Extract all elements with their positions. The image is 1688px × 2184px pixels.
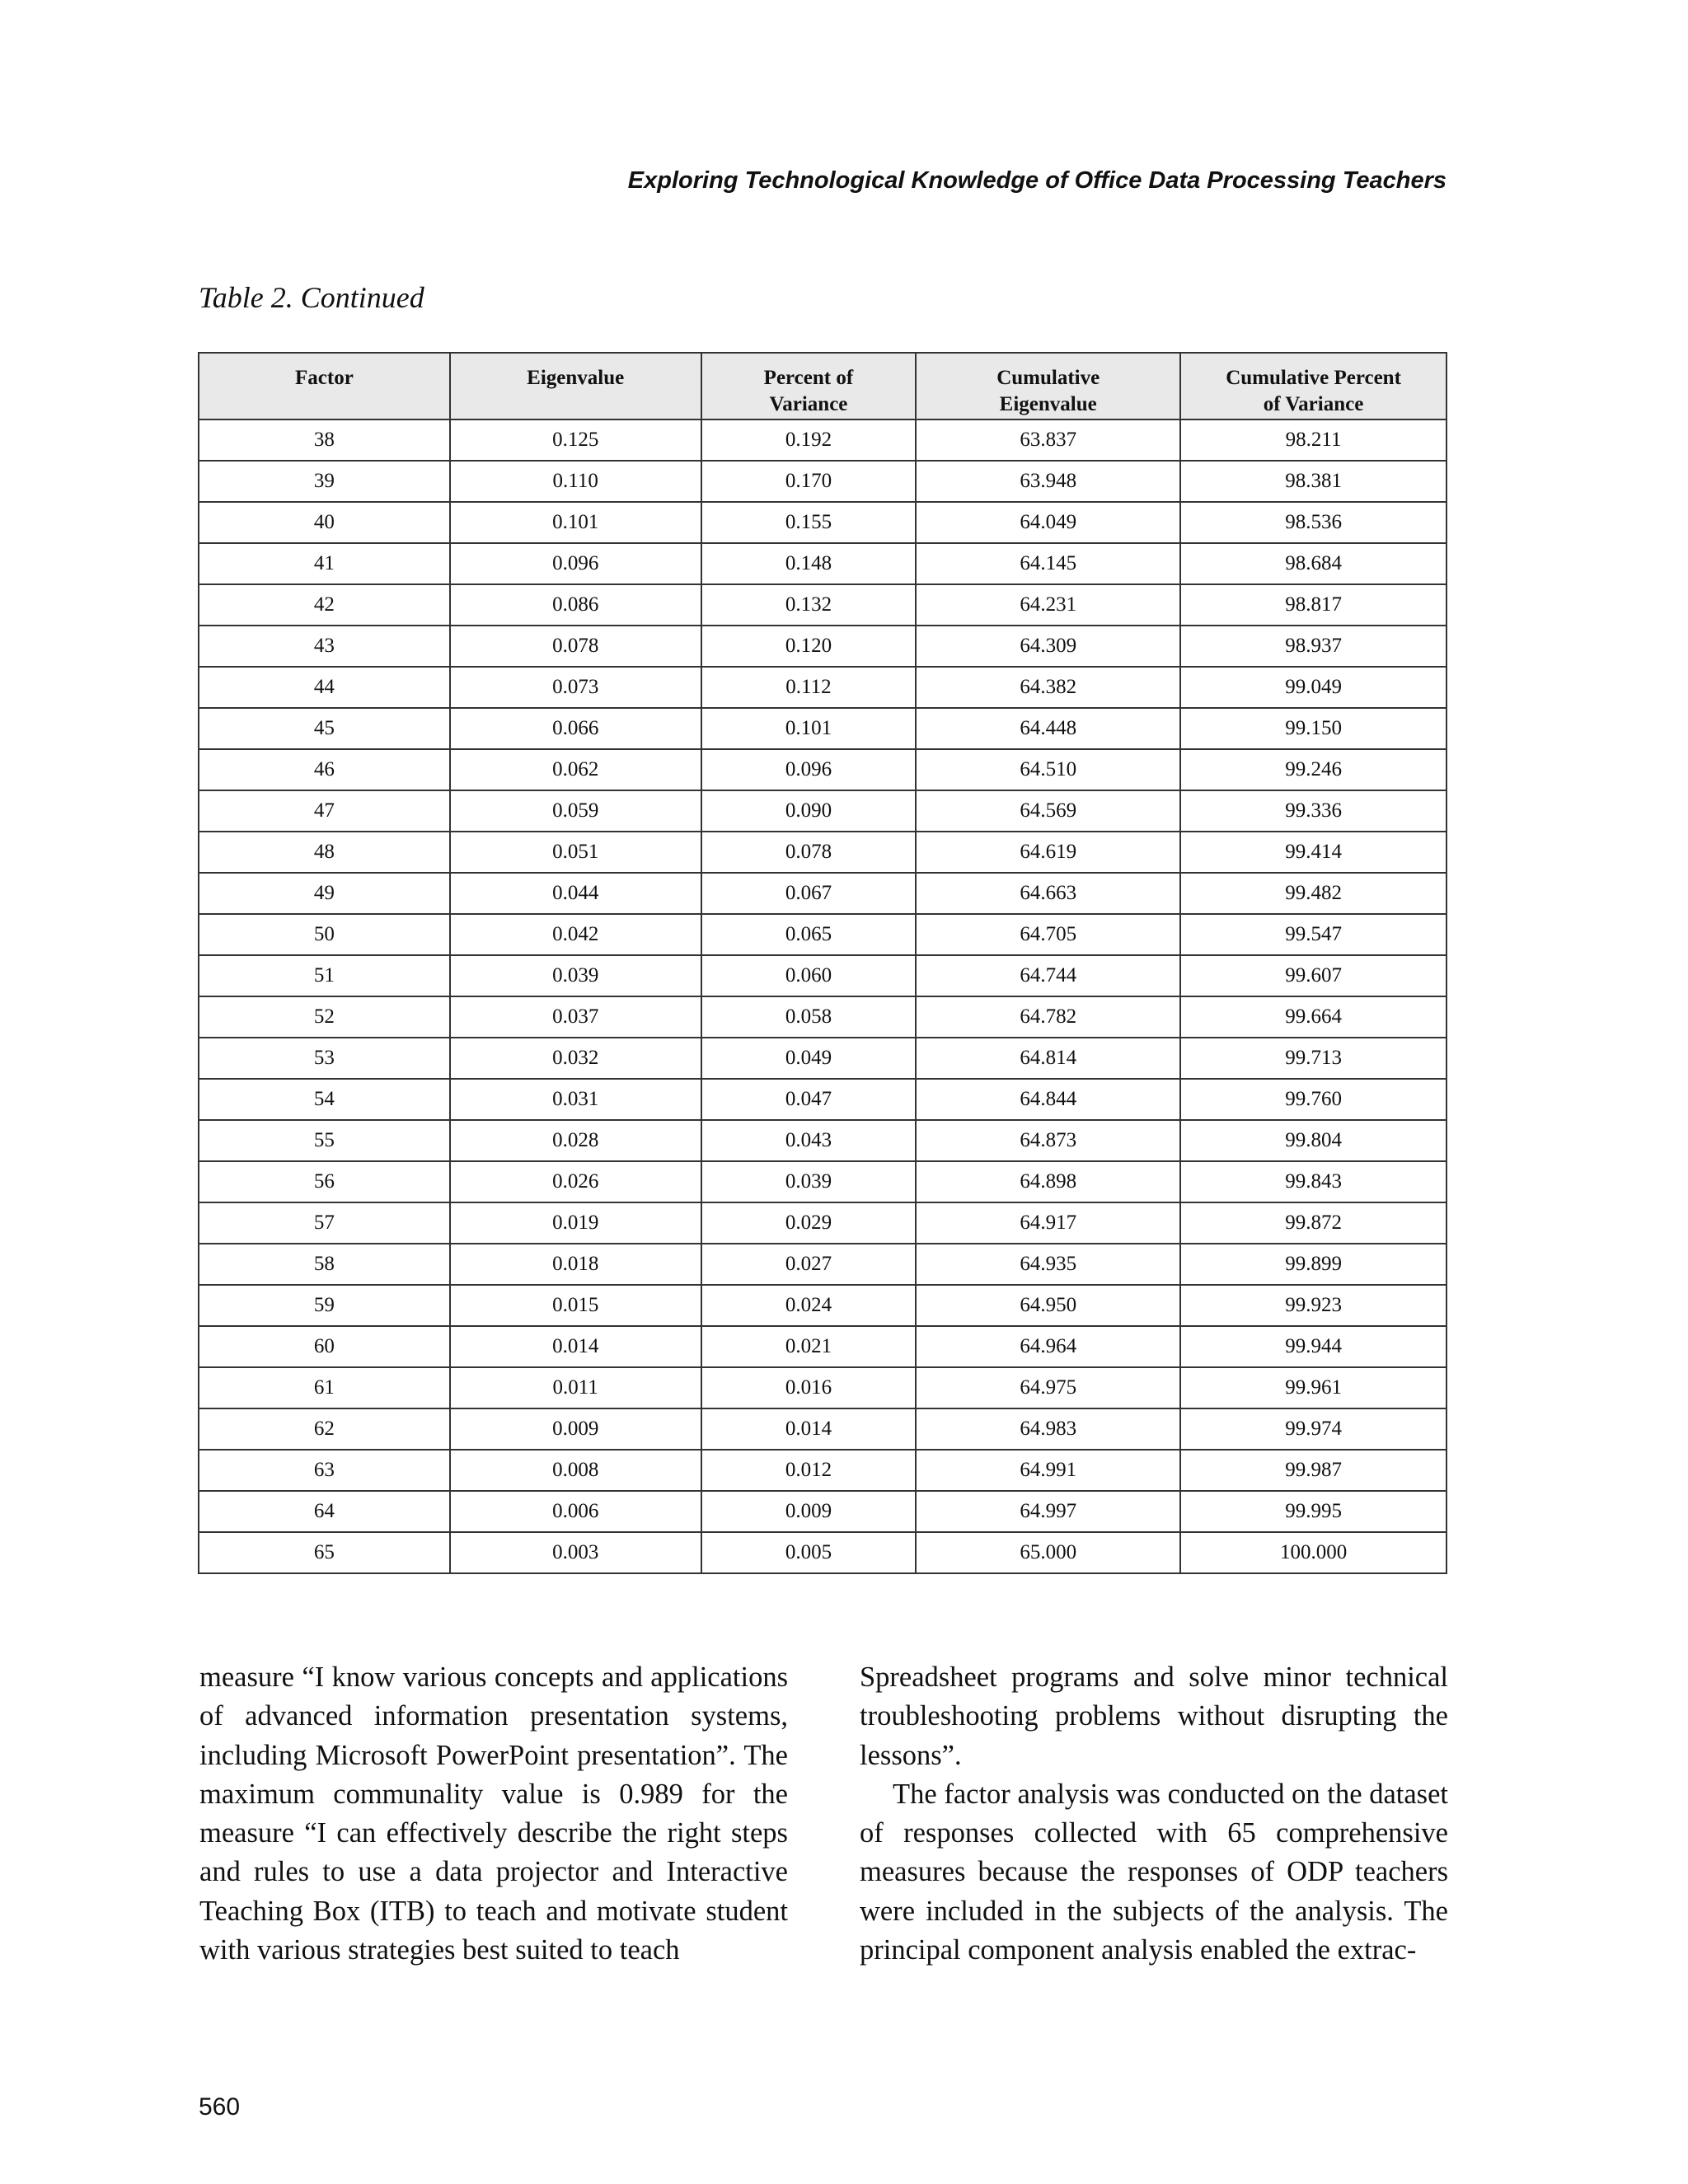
table-cell: 59 xyxy=(199,1285,450,1326)
table-cell: 0.014 xyxy=(450,1326,701,1367)
table-cell: 48 xyxy=(199,832,450,873)
table-cell: 43 xyxy=(199,626,450,667)
table-cell: 0.008 xyxy=(450,1450,701,1491)
table-cell: 64.619 xyxy=(916,832,1180,873)
column-header xyxy=(916,353,1180,419)
table-cell: 0.049 xyxy=(701,1038,917,1079)
table-row xyxy=(199,1532,1447,1573)
table-cell: 64.382 xyxy=(916,667,1180,708)
table-cell: 53 xyxy=(199,1038,450,1079)
table-row xyxy=(199,1202,1447,1244)
table-cell: 44 xyxy=(199,667,450,708)
table-cell: 99.987 xyxy=(1180,1450,1447,1491)
table-cell: 0.078 xyxy=(701,832,917,873)
table-cell: 98.937 xyxy=(1180,626,1447,667)
table-cell: 0.021 xyxy=(701,1326,917,1367)
table-row xyxy=(199,749,1447,790)
table-cell: 0.042 xyxy=(450,914,701,955)
column-header xyxy=(701,353,917,419)
table-row xyxy=(199,708,1447,749)
table-row xyxy=(199,502,1447,543)
table-cell: 40 xyxy=(199,502,450,543)
table-cell: 0.112 xyxy=(701,667,917,708)
table-row xyxy=(199,1408,1447,1450)
table-cell: 64.997 xyxy=(916,1491,1180,1532)
table-cell: 0.015 xyxy=(450,1285,701,1326)
table-cell: 52 xyxy=(199,996,450,1038)
table-cell: 0.051 xyxy=(450,832,701,873)
table-row xyxy=(199,1285,1447,1326)
table-cell: 0.047 xyxy=(701,1079,917,1120)
table-cell: 57 xyxy=(199,1202,450,1244)
table-cell: 64.510 xyxy=(916,749,1180,790)
table-cell: 64.975 xyxy=(916,1367,1180,1408)
table-cell: 64.844 xyxy=(916,1079,1180,1120)
table-cell: 99.923 xyxy=(1180,1285,1447,1326)
table-cell: 0.110 xyxy=(450,461,701,502)
table-cell: 45 xyxy=(199,708,450,749)
table-cell: 0.067 xyxy=(701,873,917,914)
table-cell: 0.027 xyxy=(701,1244,917,1285)
column-header-line: Percent of xyxy=(763,367,854,389)
column-header-line: Variance xyxy=(769,393,848,415)
table-cell: 99.049 xyxy=(1180,667,1447,708)
column-header-line: Eigenvalue xyxy=(999,393,1097,415)
table-row xyxy=(199,873,1447,914)
table-cell: 99.995 xyxy=(1180,1491,1447,1532)
table-cell: 99.899 xyxy=(1180,1244,1447,1285)
table-row xyxy=(199,996,1447,1038)
column-header-line: Cumulative xyxy=(996,367,1100,389)
table-cell: 64 xyxy=(199,1491,450,1532)
table-cell: 0.039 xyxy=(450,955,701,996)
table-cell: 63.948 xyxy=(916,461,1180,502)
table-cell: 64.935 xyxy=(916,1244,1180,1285)
table-row xyxy=(199,1244,1447,1285)
column-header-line: Cumulative Percent xyxy=(1226,367,1401,389)
table-cell: 0.043 xyxy=(701,1120,917,1161)
table-header-row xyxy=(199,353,1447,419)
table-row xyxy=(199,914,1447,955)
table-row xyxy=(199,1450,1447,1491)
table-cell: 100.000 xyxy=(1180,1532,1447,1573)
table-cell: 55 xyxy=(199,1120,450,1161)
table-cell: 54 xyxy=(199,1079,450,1120)
table-cell: 99.246 xyxy=(1180,749,1447,790)
table-row xyxy=(199,1161,1447,1202)
table-cell: 0.018 xyxy=(450,1244,701,1285)
table-cell: 64.917 xyxy=(916,1202,1180,1244)
table-row xyxy=(199,584,1447,626)
table-cell: 64.991 xyxy=(916,1450,1180,1491)
table-cell: 0.006 xyxy=(450,1491,701,1532)
column-header-line: Eigenvalue xyxy=(527,367,625,389)
table-row xyxy=(199,419,1447,461)
table-row xyxy=(199,626,1447,667)
table-row xyxy=(199,461,1447,502)
table-cell: 64.448 xyxy=(916,708,1180,749)
table-cell: 0.011 xyxy=(450,1367,701,1408)
table-cell: 41 xyxy=(199,543,450,584)
table-cell: 0.101 xyxy=(701,708,917,749)
table-body xyxy=(199,419,1447,1573)
table-cell: 0.012 xyxy=(701,1450,917,1491)
table-cell: 61 xyxy=(199,1367,450,1408)
table-cell: 0.148 xyxy=(701,543,917,584)
table-cell: 56 xyxy=(199,1161,450,1202)
body-column-left xyxy=(199,1658,788,1970)
table-cell: 64.145 xyxy=(916,543,1180,584)
table-cell: 47 xyxy=(199,790,450,832)
table-cell: 0.032 xyxy=(450,1038,701,1079)
table-cell: 0.019 xyxy=(450,1202,701,1244)
table-row xyxy=(199,1367,1447,1408)
table-cell: 65.000 xyxy=(916,1532,1180,1573)
table-cell: 99.843 xyxy=(1180,1161,1447,1202)
table-cell: 64.231 xyxy=(916,584,1180,626)
table-cell: 99.872 xyxy=(1180,1202,1447,1244)
table-row xyxy=(199,543,1447,584)
table-cell: 98.211 xyxy=(1180,419,1447,461)
table-cell: 0.003 xyxy=(450,1532,701,1573)
table-cell: 99.760 xyxy=(1180,1079,1447,1120)
table-cell: 99.150 xyxy=(1180,708,1447,749)
table-cell: 0.059 xyxy=(450,790,701,832)
table-cell: 98.817 xyxy=(1180,584,1447,626)
column-header xyxy=(199,353,450,419)
table-cell: 0.192 xyxy=(701,419,917,461)
table-cell: 0.120 xyxy=(701,626,917,667)
table-cell: 0.170 xyxy=(701,461,917,502)
table-cell: 0.024 xyxy=(701,1285,917,1326)
table-cell: 63 xyxy=(199,1450,450,1491)
table-cell: 42 xyxy=(199,584,450,626)
table-cell: 0.062 xyxy=(450,749,701,790)
table-cell: 0.058 xyxy=(701,996,917,1038)
table-cell: 98.381 xyxy=(1180,461,1447,502)
table-cell: 0.016 xyxy=(701,1367,917,1408)
table-cell: 99.804 xyxy=(1180,1120,1447,1161)
eigenvalue-table xyxy=(198,352,1447,1574)
table-cell: 64.898 xyxy=(916,1161,1180,1202)
table-cell: 99.607 xyxy=(1180,955,1447,996)
table-cell: 0.039 xyxy=(701,1161,917,1202)
body-paragraph: The factor analysis was conducted on the dataset of responses collected with 65 comprehensive measures because the responses of ODP teachers were included in the subjects of the analysis. The principal component analysis enabled the extrac- xyxy=(860,1778,1448,1966)
table-cell: 64.964 xyxy=(916,1326,1180,1367)
table-cell: 64.705 xyxy=(916,914,1180,955)
body-paragraph: measure “I know various concepts and applications of advanced information presentation systems, including Microsoft PowerPoint presentation”. The maximum communality value is 0.989 for the measure “I can effectively describe the right steps and rules to use a data projector and Interactive Teaching Box (ITB) to teach and motivate student with various strategies best suited to teach xyxy=(199,1661,788,1966)
table-cell: 0.029 xyxy=(701,1202,917,1244)
table-cell: 58 xyxy=(199,1244,450,1285)
table-row xyxy=(199,955,1447,996)
table-cell: 65 xyxy=(199,1532,450,1573)
table-caption: Table 2. Continued xyxy=(199,281,424,314)
table-cell: 0.066 xyxy=(450,708,701,749)
table-cell: 0.078 xyxy=(450,626,701,667)
table-cell: 0.009 xyxy=(450,1408,701,1450)
table-cell: 0.073 xyxy=(450,667,701,708)
table-cell: 64.782 xyxy=(916,996,1180,1038)
table-cell: 62 xyxy=(199,1408,450,1450)
table-cell: 64.983 xyxy=(916,1408,1180,1450)
table-cell: 0.101 xyxy=(450,502,701,543)
column-header-line: Factor xyxy=(295,367,354,389)
table-cell: 99.547 xyxy=(1180,914,1447,955)
table-cell: 0.005 xyxy=(701,1532,917,1573)
table-row xyxy=(199,832,1447,873)
table-cell: 64.309 xyxy=(916,626,1180,667)
table-cell: 0.031 xyxy=(450,1079,701,1120)
column-header xyxy=(1180,353,1447,419)
table-cell: 0.014 xyxy=(701,1408,917,1450)
table-cell: 0.037 xyxy=(450,996,701,1038)
table-cell: 64.049 xyxy=(916,502,1180,543)
table-row xyxy=(199,1079,1447,1120)
table-row xyxy=(199,1491,1447,1532)
table-cell: 0.026 xyxy=(450,1161,701,1202)
table-cell: 99.482 xyxy=(1180,873,1447,914)
table-cell: 0.060 xyxy=(701,955,917,996)
table-cell: 64.814 xyxy=(916,1038,1180,1079)
table-cell: 60 xyxy=(199,1326,450,1367)
table-cell: 51 xyxy=(199,955,450,996)
table-cell: 99.336 xyxy=(1180,790,1447,832)
table-row xyxy=(199,667,1447,708)
table-cell: 64.744 xyxy=(916,955,1180,996)
table-cell: 0.090 xyxy=(701,790,917,832)
table-cell: 0.028 xyxy=(450,1120,701,1161)
table-row xyxy=(199,790,1447,832)
table-cell: 39 xyxy=(199,461,450,502)
table-row xyxy=(199,1038,1447,1079)
table-cell: 0.065 xyxy=(701,914,917,955)
table-cell: 50 xyxy=(199,914,450,955)
table-cell: 64.569 xyxy=(916,790,1180,832)
body-column-right xyxy=(860,1658,1448,1970)
table-cell: 99.713 xyxy=(1180,1038,1447,1079)
table-cell: 98.536 xyxy=(1180,502,1447,543)
table-cell: 64.663 xyxy=(916,873,1180,914)
table-cell: 99.944 xyxy=(1180,1326,1447,1367)
column-header-line: of Variance xyxy=(1263,393,1364,415)
table-cell: 0.009 xyxy=(701,1491,917,1532)
table-cell: 0.096 xyxy=(701,749,917,790)
running-head: Exploring Technological Knowledge of Office Data Processing Teachers xyxy=(627,167,1447,194)
table-cell: 99.664 xyxy=(1180,996,1447,1038)
table-cell: 46 xyxy=(199,749,450,790)
table-cell: 0.044 xyxy=(450,873,701,914)
table-cell: 99.414 xyxy=(1180,832,1447,873)
table-cell: 99.974 xyxy=(1180,1408,1447,1450)
body-paragraph: Spreadsheet programs and solve minor technical troubleshooting problems without disrupting the lessons”. xyxy=(860,1661,1448,1771)
table-cell: 0.125 xyxy=(450,419,701,461)
page-number: 560 xyxy=(199,2093,241,2121)
table-cell: 64.873 xyxy=(916,1120,1180,1161)
table-cell: 0.155 xyxy=(701,502,917,543)
table-cell: 98.684 xyxy=(1180,543,1447,584)
column-header xyxy=(450,353,701,419)
table-cell: 38 xyxy=(199,419,450,461)
table-cell: 0.096 xyxy=(450,543,701,584)
table-cell: 0.086 xyxy=(450,584,701,626)
table-cell: 49 xyxy=(199,873,450,914)
table-cell: 99.961 xyxy=(1180,1367,1447,1408)
table-cell: 0.132 xyxy=(701,584,917,626)
table-row xyxy=(199,1120,1447,1161)
table-cell: 63.837 xyxy=(916,419,1180,461)
table-row xyxy=(199,1326,1447,1367)
table-cell: 64.950 xyxy=(916,1285,1180,1326)
